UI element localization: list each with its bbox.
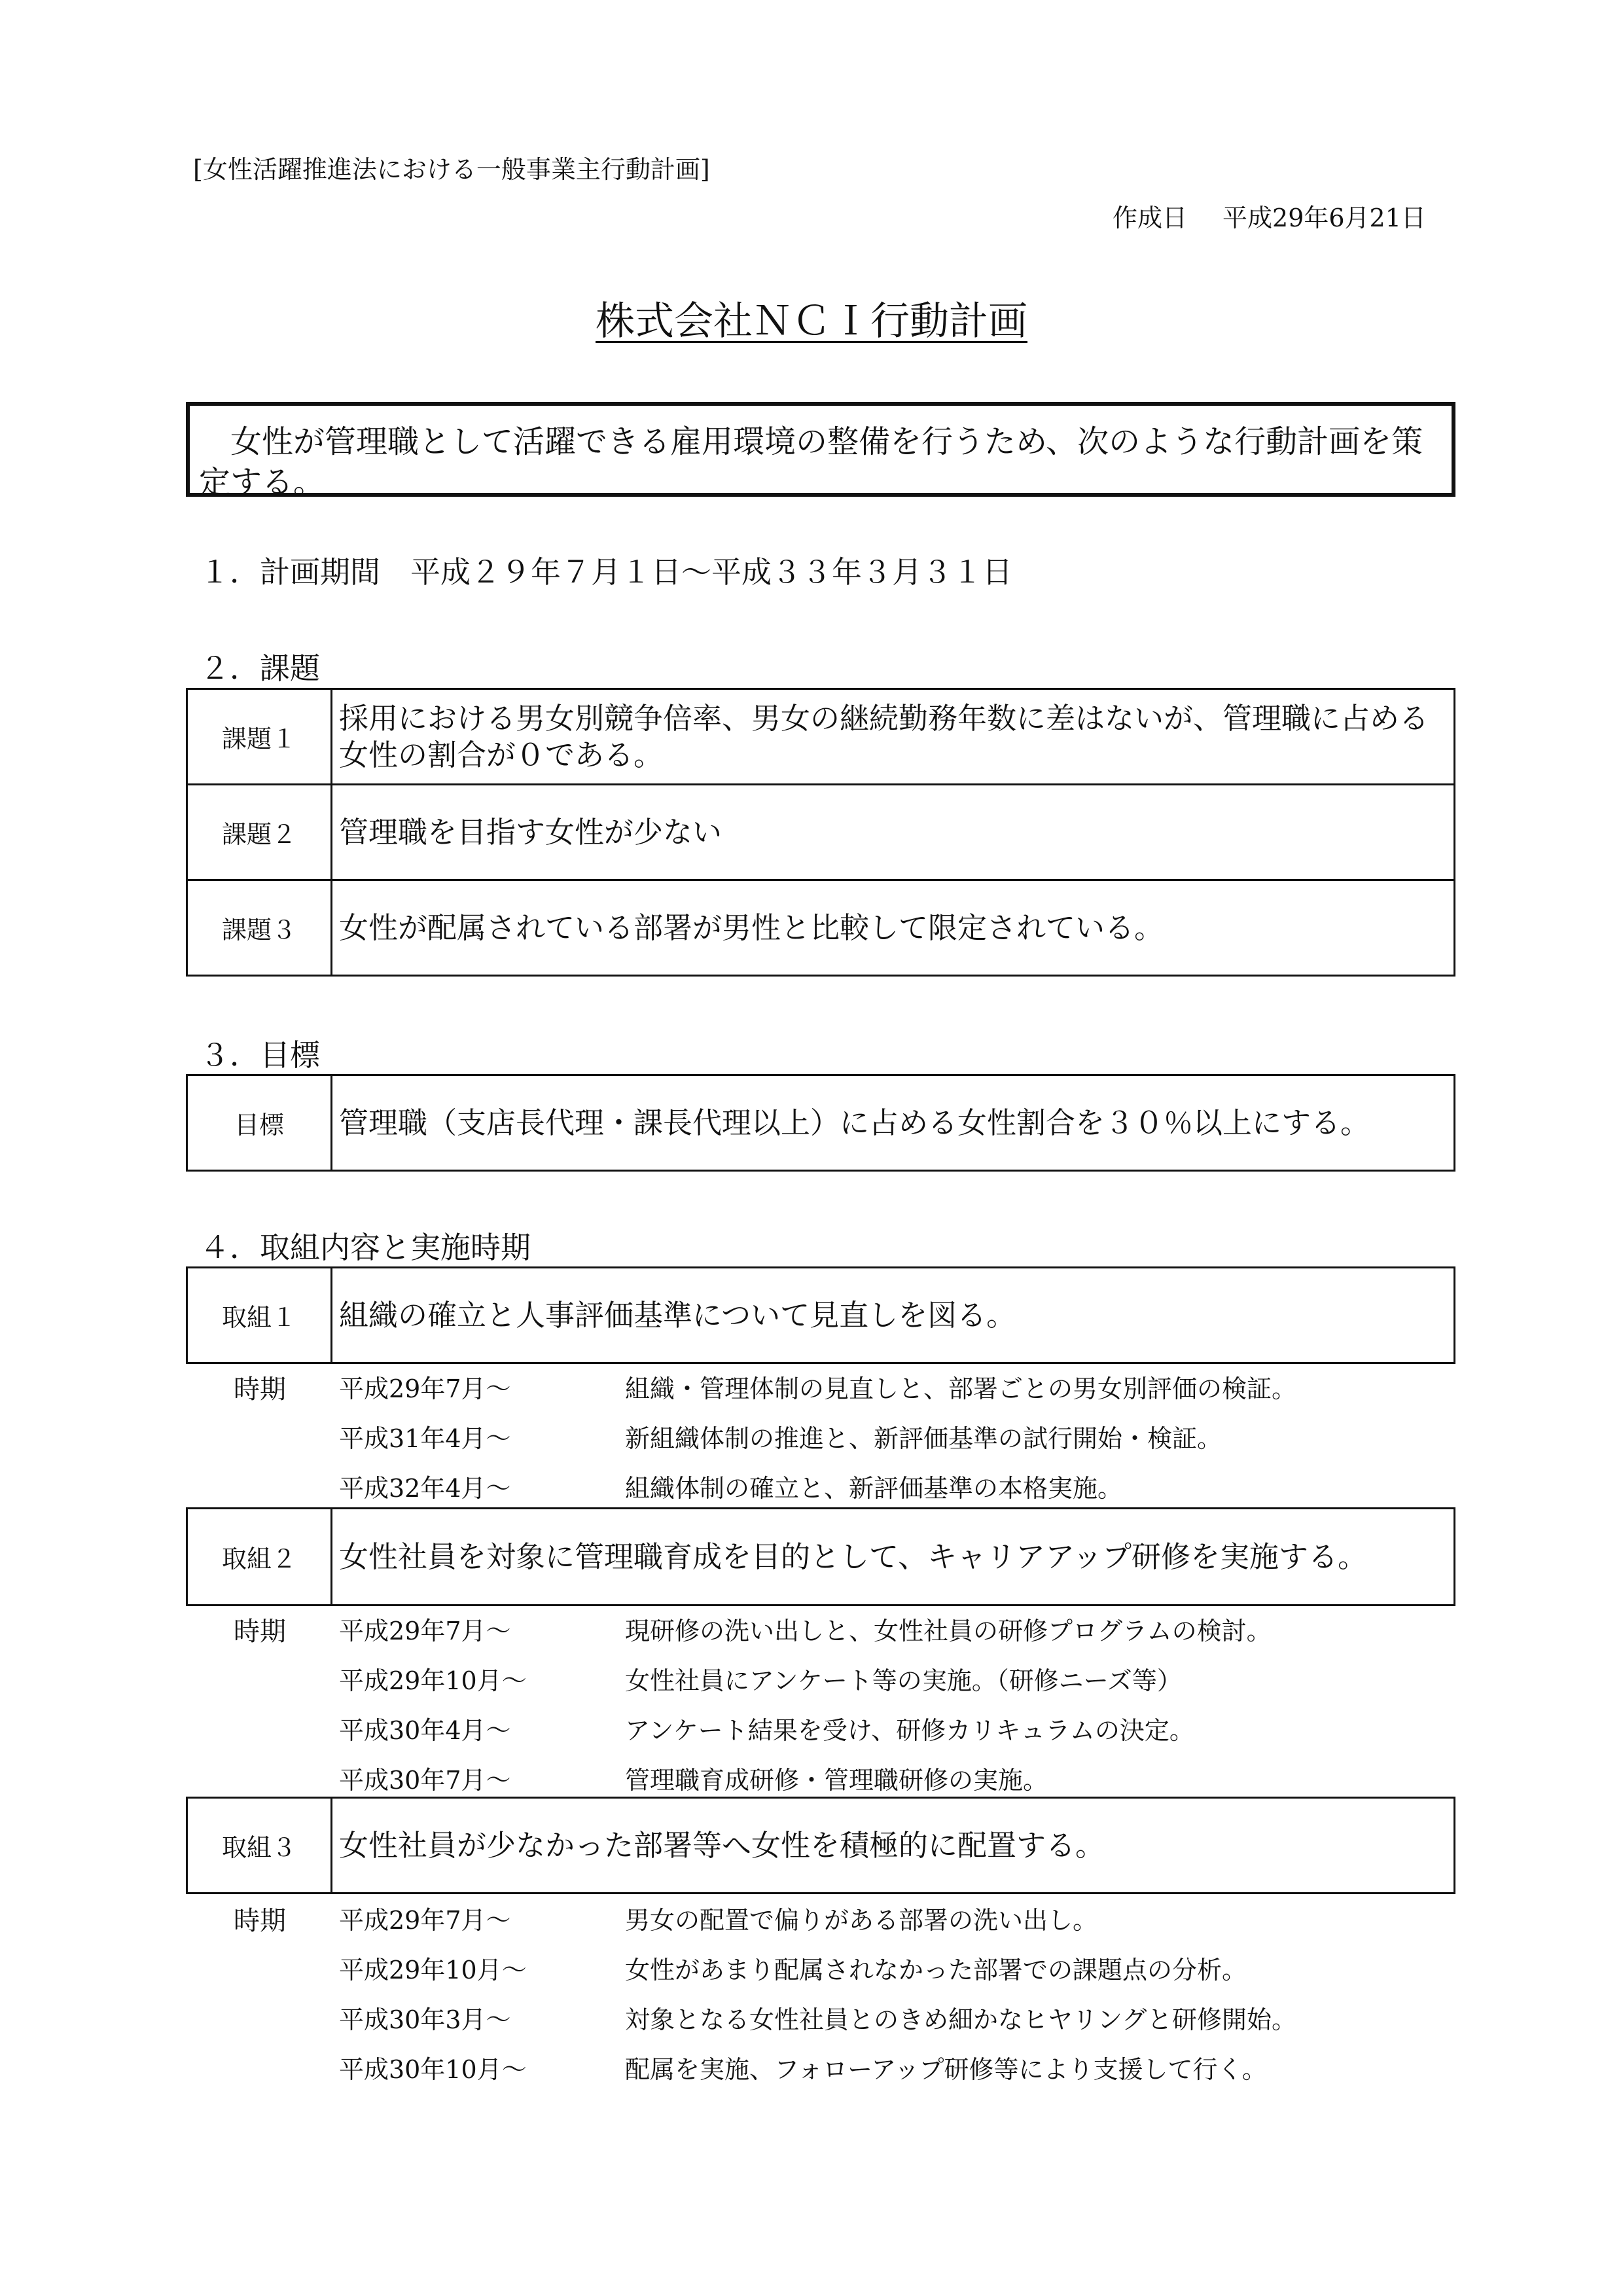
law-label: [女性活躍推進法における一般事業主行動計画]	[193, 155, 710, 184]
initiative-table	[186, 1507, 1455, 1606]
schedule-row	[0, 1418, 1623, 1468]
schedule-label: 時期	[234, 1906, 286, 1936]
schedule-row	[0, 2000, 1623, 2049]
goal-row	[187, 1075, 1455, 1171]
initiative-schedule	[0, 1611, 1623, 1810]
schedule-date: 平成30年7月～	[339, 1766, 511, 1795]
schedule-row	[0, 1611, 1623, 1660]
issue-label: 課題３	[187, 880, 332, 976]
schedule-date: 平成30年3月～	[339, 2005, 511, 2034]
issue-row	[187, 785, 1455, 880]
issue-text: 女性が配属されている部署が男性と比較して限定されている。	[332, 880, 1455, 976]
initiative-label: 取組３	[187, 1798, 332, 1893]
page-title-wrap	[0, 290, 1623, 346]
schedule-row	[0, 1900, 1623, 1950]
initiative-row	[187, 1509, 1455, 1605]
issue-label: 課題１	[187, 689, 332, 785]
schedule-description: アンケート結果を受け、研修カリキュラムの決定。	[625, 1716, 1194, 1745]
issue-row	[187, 689, 1455, 785]
schedule-row	[0, 1660, 1623, 1710]
initiative-row	[187, 1268, 1455, 1363]
schedule-date: 平成29年10月～	[339, 1666, 527, 1695]
schedule-label: 時期	[234, 1617, 286, 1647]
initiative-schedule	[0, 1900, 1623, 2099]
initiative-table	[186, 1266, 1455, 1364]
schedule-description: 管理職育成研修・管理職研修の実施。	[625, 1766, 1048, 1795]
goal-table	[186, 1074, 1455, 1172]
schedule-description: 現研修の洗い出しと、女性社員の研修プログラムの検討。	[625, 1617, 1272, 1645]
schedule-row	[0, 2049, 1623, 2099]
schedule-date: 平成29年10月～	[339, 1956, 527, 1984]
schedule-label: 時期	[234, 1374, 286, 1405]
creation-date-line	[1113, 198, 1426, 234]
plan-period-heading: １．計画期間 平成２９年７月１日～平成３３年３月３１日	[200, 554, 1012, 590]
issues-heading: ２．課題	[200, 651, 320, 686]
schedule-description: 組織体制の確立と、新評価基準の本格実施。	[625, 1474, 1123, 1503]
schedule-date: 平成30年4月～	[339, 1716, 511, 1745]
initiatives-heading: ４．取組内容と実施時期	[200, 1230, 531, 1265]
schedule-row	[0, 1710, 1623, 1760]
schedule-date: 平成31年4月～	[339, 1424, 511, 1453]
initiative-text: 女性社員を対象に管理職育成を目的として、キャリアアップ研修を実施する。	[332, 1509, 1455, 1605]
schedule-description: 女性があまり配属されなかった部署での課題点の分析。	[625, 1956, 1247, 1984]
schedule-date: 平成29年7月～	[339, 1906, 511, 1935]
issue-text: 採用における男女別競争倍率、男女の継続勤務年数に差はないが、管理職に占める女性の割合が０である。	[332, 689, 1455, 785]
initiative-label: 取組２	[187, 1509, 332, 1605]
schedule-date: 平成29年7月～	[339, 1617, 511, 1645]
schedule-date: 平成29年7月～	[339, 1374, 511, 1403]
schedule-row	[0, 1950, 1623, 2000]
schedule-description: 配属を実施、フォローアップ研修等により支援して行く。	[625, 2055, 1267, 2084]
initiative-row	[187, 1798, 1455, 1893]
schedule-description: 新組織体制の推進と、新評価基準の試行開始・検証。	[625, 1424, 1222, 1453]
intro-box: 女性が管理職として活躍できる雇用環境の整備を行うため、次のような行動計画を策定する。	[186, 402, 1455, 497]
goal-text: 管理職（支店長代理・課長代理以上）に占める女性割合を３０％以上にする。	[332, 1075, 1455, 1171]
created-label: 作成日	[1113, 204, 1188, 232]
schedule-description: 組織・管理体制の見直しと、部署ごとの男女別評価の検証。	[625, 1374, 1297, 1403]
initiative-schedule	[0, 1369, 1623, 1518]
issue-text: 管理職を目指す女性が少ない	[332, 785, 1455, 880]
goal-label: 目標	[187, 1075, 332, 1171]
created-date: 平成29年6月21日	[1222, 204, 1426, 232]
schedule-description: 女性社員にアンケート等の実施。（研修ニーズ等）	[625, 1666, 1182, 1695]
schedule-date: 平成30年10月～	[339, 2055, 527, 2084]
initiative-label: 取組１	[187, 1268, 332, 1363]
issues-table	[186, 688, 1455, 977]
initiative-table	[186, 1797, 1455, 1894]
initiative-text: 女性社員が少なかった部署等へ女性を積極的に配置する。	[332, 1798, 1455, 1893]
schedule-description: 対象となる女性社員とのきめ細かなヒヤリングと研修開始。	[625, 2005, 1297, 2034]
schedule-date: 平成32年4月～	[339, 1474, 511, 1503]
initiative-text: 組織の確立と人事評価基準について見直しを図る。	[332, 1268, 1455, 1363]
goal-heading: ３．目標	[200, 1037, 320, 1073]
schedule-description: 男女の配置で偏りがある部署の洗い出し。	[625, 1906, 1098, 1935]
issue-label: 課題２	[187, 785, 332, 880]
schedule-row	[0, 1369, 1623, 1418]
issue-row	[187, 880, 1455, 976]
page-title: 株式会社ＮＣＩ行動計画	[596, 298, 1027, 344]
